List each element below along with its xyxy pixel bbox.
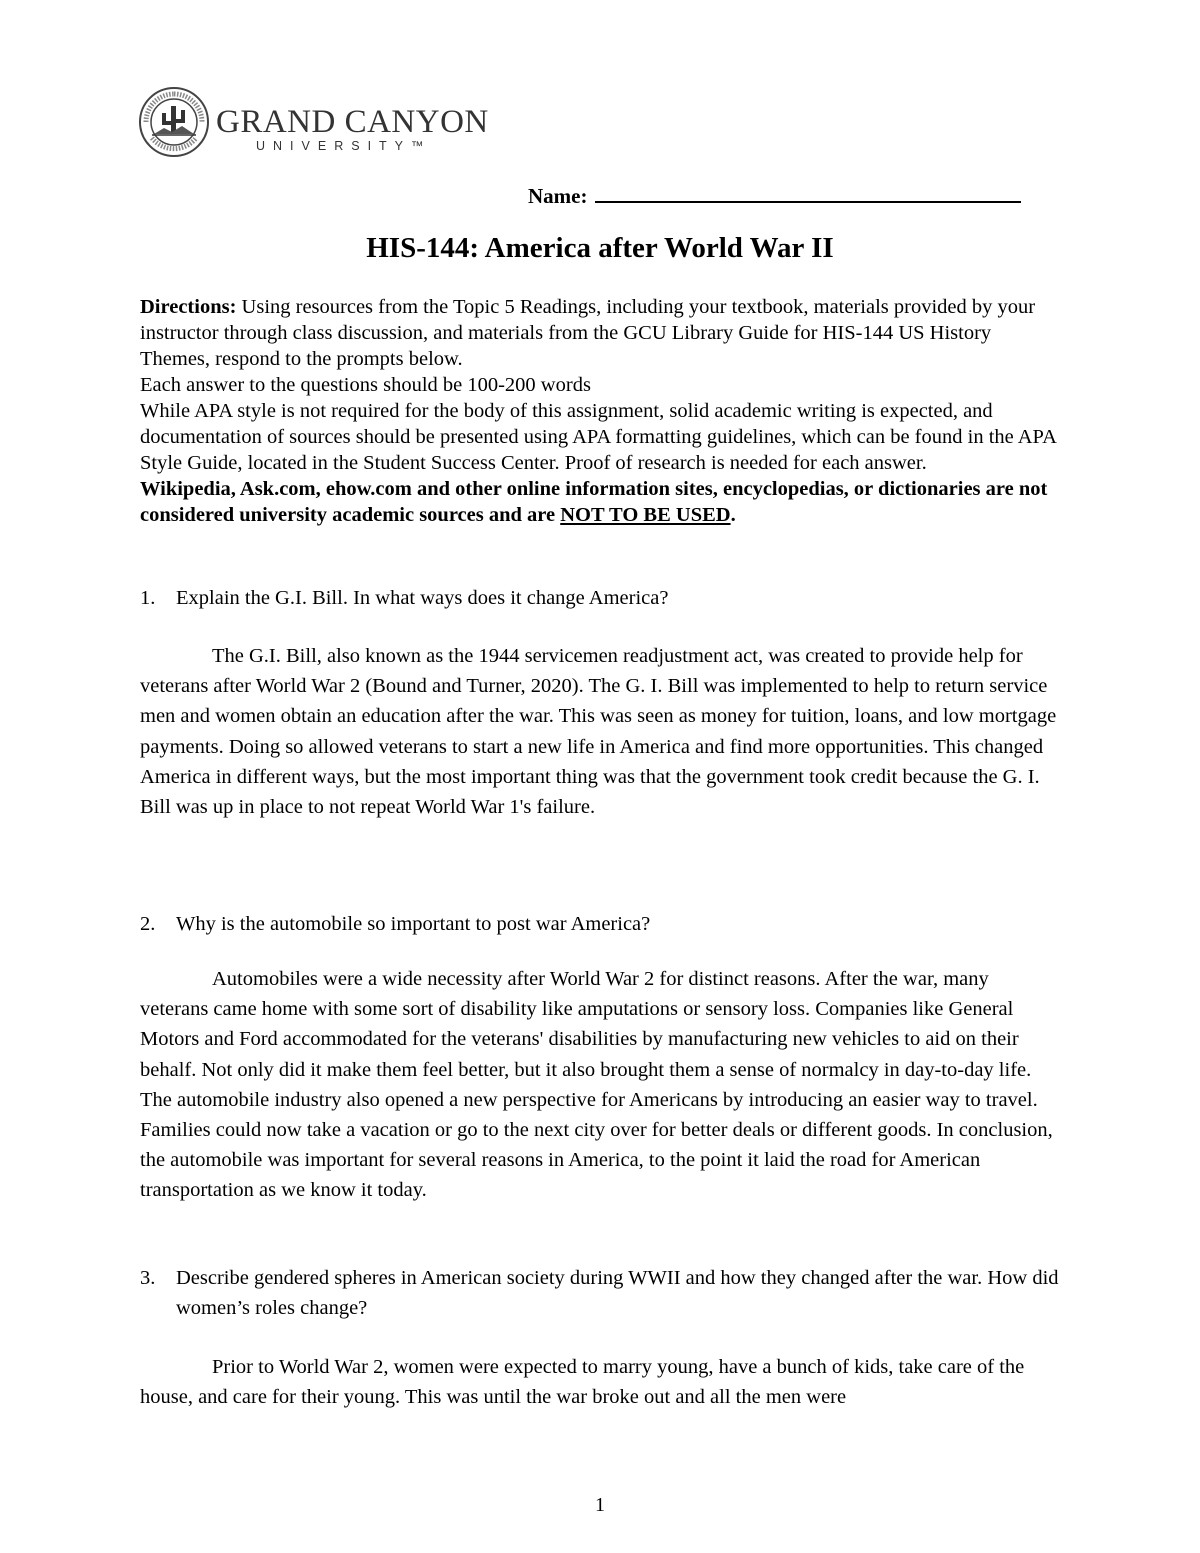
question-prompt: Why is the automobile so important to post war America?	[176, 913, 651, 935]
directions-block	[140, 294, 1060, 528]
document-title: HIS-144: America after World War II	[366, 232, 834, 264]
name-blank-line[interactable]	[595, 185, 1021, 203]
page-number: 1	[595, 1494, 605, 1516]
question-number: 1.	[140, 587, 156, 609]
sources-warning-text: Wikipedia, Ask.com, ehow.com and other online information sites, encyclopedias, or dictionaries are not considered university academic sources and are	[140, 478, 1048, 526]
directions-paragraph	[140, 294, 1060, 372]
name-label: Name:	[528, 184, 588, 208]
directions-label: Directions:	[140, 296, 237, 318]
answer-2: Automobiles were a wide necessity after World War 2 for distinct reasons. After the war, many veterans came home with some sort of disability like amputations or sensory loss. Companies like General Motors and Ford accommodated for the veterans' disabilities by manufacturing new vehicles to aid on their behalf. Not only did it make them feel better, but it also brought them a sense of normalcy in day-to-day life. The automobile industry also opened a new perspective for Americans by introducing an easier way to travel. Families could now take a vacation or go to the next city over for better deals or different goods. In conclusion, the automobile was important for several reasons in America, to the point it laid the road for American transportation as we know it today.	[140, 968, 1053, 1202]
sources-warning	[140, 476, 1060, 528]
question-3	[140, 1263, 1060, 1323]
question-prompt: Explain the G.I. Bill. In what ways does it change America?	[176, 587, 669, 609]
directions-text: Using resources from the Topic 5 Readings, including your textbook, materials provided by your instructor through class discussion, and materials from the GCU Library Guide for HIS-144 US History Themes, respond to the prompts below.	[140, 296, 1036, 370]
word-count-note: Each answer to the questions should be 100-200 words	[140, 374, 591, 396]
university-logo	[138, 86, 489, 158]
sources-warning-emphasis: NOT TO BE USED	[560, 504, 731, 526]
answer-3: Prior to World War 2, women were expected to marry young, have a bunch of kids, take care of the house, and care for their young. This was until the war broke out and all the men were	[140, 1356, 1025, 1409]
question-2	[140, 909, 1060, 939]
university-seal-icon	[138, 86, 210, 158]
name-field[interactable]	[528, 184, 1021, 209]
question-prompt: Describe gendered spheres in American society during WWII and how they changed after the war. How did women’s roles change?	[176, 1267, 1059, 1319]
question-number: 3.	[140, 1267, 156, 1289]
apa-note: While APA style is not required for the body of this assignment, solid academic writing is expected, and documentation of sources should be presented using APA formatting guidelines, which can be found in the APA Style Guide, located in the Student Success Center. Proof of research is needed for each answer.	[140, 400, 1056, 474]
question-number: 2.	[140, 913, 156, 935]
logo-subtitle: UNIVERSITY™	[256, 139, 432, 153]
logo-wordmark: GRAND CANYON	[216, 104, 489, 140]
question-1	[140, 583, 1060, 613]
answer-1: The G.I. Bill, also known as the 1944 servicemen readjustment act, was created to provide help for veterans after World War 2 (Bound and Turner, 2020). The G. I. Bill was implemented to help to return service men and women obtain an education after the war. This was seen as money for tuition, loans, and low mortgage payments. Doing so allowed veterans to start a new life in America and find more opportunities. This changed America in different ways, but the most important thing was that the government took credit because the G. I. Bill was up in place to not repeat World War 1's failure.	[140, 645, 1057, 819]
sources-warning-end: .	[730, 504, 736, 526]
